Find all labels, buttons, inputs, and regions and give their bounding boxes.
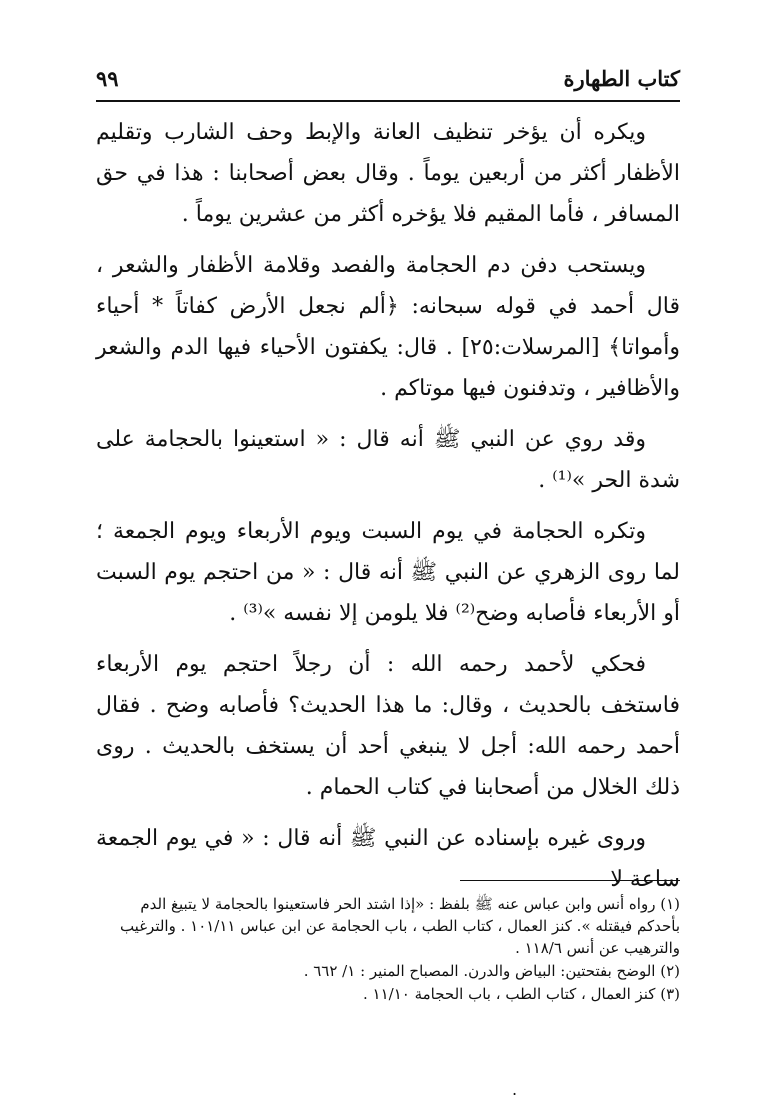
main-text [96,112,680,910]
footnote-divider [460,880,680,881]
paragraph-5: فحكي لأحمد رحمه الله : أن رجلاً احتجم يوم الأربعاء فاستخف بالحديث ، وقال: ما هذا الحديث؟ فأصابه وضح . فقال أحمد رحمه الله: أجل لا ينبغي أحد أن يستخف بالحديث . روى ذلك الخلال من أصحابنا في كتاب الحمام . [96,652,680,800]
page-number: ٩٩ [96,66,119,91]
footnote-1: (١) رواه أنس وابن عباس عنه ﷺ بلفظ : «إذا اشتد الحر فاستعينوا بالحجامة لا يتبيغ الدم بأحدكم فيقتله ». كنز العمال ، كتاب الطب ، باب الحجامة عن ابن عباس ١٠١/١١ . والترغيب والترهيب عن أنس ١١٨/٦ . [119,895,680,957]
paragraph-2: ويستحب دفن دم الحجامة والفصد وقلامة الأظفار والشعر ، قال أحمد في قوله سبحانه: ﴿ألم نجعل الأرض كفاتاً * أحياء وأمواتا﴾ [المرسلات:٢٥] . قال: يكفتون الأحياء فيها الدم والشعر والأظافير ، وتدفنون فيها موتاكم . [96,253,680,401]
paragraph-6: وروى غيره بإسناده عن النبي ﷺ أنه قال : « في يوم الجمعة ساعة لا [96,826,680,892]
bottom-mark: . [512,1080,518,1099]
paragraph-1: ويكره أن يؤخر تنظيف العانة والإبط وحف الشارب وتقليم الأظفار أكثر من أربعين يوماً . وقال بعض أصحابنا : هذا في حق المسافر ، فأما المقيم فلا يؤخره أكثر من عشرين يوماً . [96,120,680,227]
chapter-title: كتاب الطهارة [563,66,680,91]
footnote-3: (٣) كنز العمال ، كتاب الطب ، باب الحجامة ١١/١٠ . [362,985,680,1003]
paragraph-4: وتكره الحجامة في يوم السبت ويوم الأربعاء ويوم الجمعة ؛ لما روى الزهري عن النبي ﷺ أنه قال : « من احتجم يوم السبت أو الأربعاء فأصابه وضح⁽²⁾ فلا يلومن إلا نفسه »⁽³⁾ . [96,519,680,626]
footnote-2: (٢) الوضح بفتحتين: البياض والدرن. المصباح المنير : ١/ ٦٦٢ . [303,962,680,980]
footnotes [96,893,680,1006]
paragraph-3: وقد روي عن النبي ﷺ أنه قال : « استعينوا بالحجامة على شدة الحر »⁽¹⁾ . [96,427,680,493]
running-header [96,56,680,102]
